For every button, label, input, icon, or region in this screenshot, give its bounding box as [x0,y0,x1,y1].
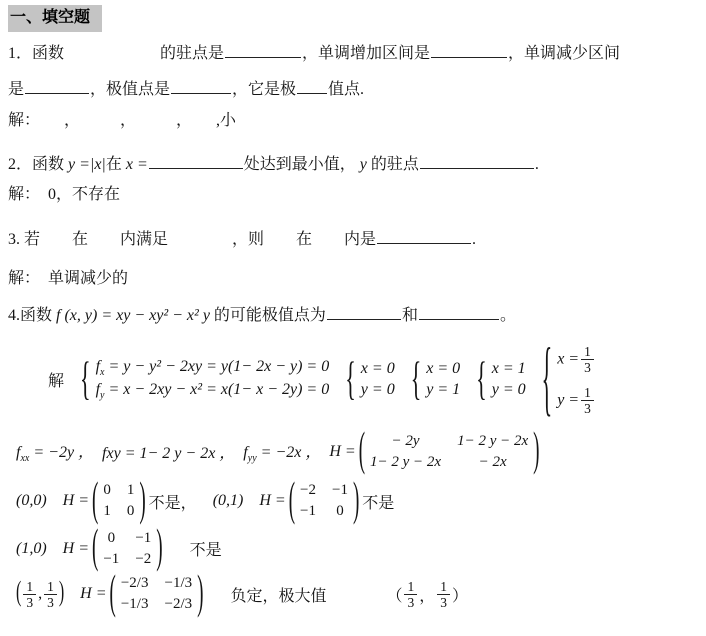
fyy-expression: $f_{yy} = -2x$ ， [243,444,322,465]
matrix-cell: −1 [103,550,120,567]
matrix-cell: −2 [300,482,316,499]
answer-point-fraction [386,579,468,610]
q4-text: 。 [499,307,516,325]
q2-text: 2．函数 [8,155,65,173]
answer-blank [149,153,243,169]
equation: y = 0 [491,381,526,399]
matrix-paren: ( [109,567,116,620]
question-3-solution [8,268,698,290]
q2-text: 在 [105,155,122,173]
answer-blank [377,228,471,244]
equation-y-one-third: y = $\frac{1}{3}$ [557,385,596,416]
matrix-cell: −2/3 [120,575,149,592]
solution-text: 解： 单调减少的 [8,269,129,287]
matrix-cell: 0 [103,482,111,499]
solution-label: 解 [48,373,65,391]
fraction-one-third: $\frac{1}{3}$ [581,344,594,375]
hessian-label: H = [329,442,356,460]
verdict-text: 不是， [148,494,197,512]
solution-point-system-3 [476,351,526,405]
math-expression: y = [68,155,90,173]
q1-number-text: 1．函数 [8,45,65,63]
comma-text: , [38,585,43,603]
matrix-cell: −1 [135,529,152,546]
solution-point-system-2 [410,351,461,405]
fraction-one-third: $\frac{1}{3}$ [44,579,57,610]
math-expression: y [359,155,367,173]
matrix-paren: ( [288,474,296,527]
hessian-matrix-00 [92,474,146,527]
answer-blank [419,304,499,320]
q4-text: 和 [401,307,418,325]
hessian-matrix-13 [109,567,204,620]
abs-x-expression: |x| [89,155,106,173]
equation: x = 0 [360,359,395,377]
q4-text: 4.函数 [8,307,53,325]
fraction-one-third: $\frac{1}{3}$ [404,579,417,610]
equation-fy: $f_y = x - 2xy - x^2 = x(1- x - 2y) = 0$ [95,381,330,402]
question-4-line [8,304,698,327]
fullwidth-paren-close: ） [452,587,469,605]
equation: x = 1 [491,359,526,377]
matrix-cell: 1 [126,482,135,499]
solution-text: 解： 0，不存在 [8,185,121,203]
fullwidth-comma: ， [419,587,436,605]
equation: y = 0 [360,381,395,399]
matrix-cell: 1 [103,503,111,520]
question-4-solution-systems [8,329,698,425]
math-expression: x = [125,155,148,173]
matrix-paren: ) [533,424,540,478]
equation-system-derivatives [80,351,330,405]
solution-point-system-4 [541,329,596,425]
verdict-text: 不是 [362,494,395,512]
fraction-one-third: $\frac{1}{3}$ [581,385,594,416]
case-13-line [8,567,698,620]
system-brace: { [80,351,91,405]
hessian-matrix-symbolic [358,424,540,478]
q2-text: 的驻点 [370,155,419,173]
answer-blank [25,78,89,94]
fxx-expression: $f_{xx} = -2y$ ， [16,444,95,465]
hessian-matrix-01 [288,474,360,527]
q1-text: ，它是极 [232,80,297,98]
system-brace: { [345,351,356,405]
fxy-expression: fxy = 1− 2 y − 2x ， [102,445,236,463]
verdict-text: 负定，极大值 [230,587,327,605]
fullwidth-paren-open: （ [386,587,403,605]
answer-blank [420,153,534,169]
hessian-label: H = [62,539,90,557]
matrix-cell: −2/3 [164,596,193,613]
point-label: (0,1) [212,492,244,510]
point-label: (0,0) [16,492,47,510]
question-1-line-1 [8,42,698,65]
matrix-cell: −1 [332,482,348,499]
matrix-paren: ) [197,567,204,620]
fraction-one-third: $\frac{1}{3}$ [23,579,36,610]
matrix-cell: 1− 2 y − 2x [457,432,529,449]
hessian-label: H = [80,585,107,603]
hessian-label: H = [62,492,90,510]
matrix-cell: −2 [135,550,152,567]
equation-x-one-third: x = $\frac{1}{3}$ [557,344,596,375]
paren-icon: ) [58,577,65,608]
hessian-label: H = [259,492,286,510]
verdict-text: 不是 [189,542,222,560]
question-1-solution [8,110,698,132]
matrix-paren: ) [156,521,163,575]
hessian-matrix-10 [92,521,163,575]
q2-text: 处达到最小值， [243,155,356,173]
fraction-one-third: $\frac{1}{3}$ [437,579,450,610]
section-heading: 一、填空题 [8,5,102,32]
q1-text: 值点. [328,80,365,98]
matrix-paren: ) [352,474,360,527]
solution-point-system-1 [345,351,395,405]
matrix-cell: −1 [300,503,316,520]
matrix-cell: − 2y [391,432,420,449]
heading-row [8,5,698,32]
answer-blank [431,42,507,58]
q1-text: 是 [8,80,25,98]
matrix-paren: ( [92,521,99,575]
question-2-solution [8,184,698,206]
point-label: (1,0) [16,539,47,557]
question-1-line-2 [8,78,698,101]
matrix-cell: 0 [336,503,344,520]
equation: y = 1 [426,381,461,399]
matrix-paren: ( [358,424,366,478]
case-10-line [8,521,698,575]
point-label-fraction [16,579,64,610]
system-brace: { [410,351,422,405]
q1-text: ，极值点是 [90,80,171,98]
answer-blank [327,304,401,320]
matrix-cell: 0 [107,529,116,546]
equation: x = 0 [426,359,461,377]
q3-text: 3. 若 在 内满足 ，则 在 内是 [8,231,377,249]
matrix-cell: −1/3 [164,575,193,592]
q1-text: ，单调增加区间是 [302,45,431,63]
question-3-line [8,228,698,251]
matrix-cell: 0 [126,503,135,520]
system-brace: { [541,329,553,425]
answer-blank [297,78,327,94]
math-expression: f (x, y) = xy − xy² − x² y [56,307,210,325]
matrix-cell: − 2x [478,453,507,470]
solution-text: 解： ， ， ， ,小 [8,112,237,130]
matrix-paren: ) [139,474,146,527]
second-derivatives-line [8,424,698,478]
q3-text: . [472,231,477,249]
question-2-line [8,153,698,176]
answer-blank [171,78,231,94]
paren-icon: ( [16,577,22,608]
answer-blank [225,42,301,58]
q4-text: 的可能极值点为 [213,307,326,325]
q1-text: ，单调减少区间 [508,45,621,63]
case-00-01-line [8,474,698,527]
matrix-cell: 1− 2 y − 2x [370,453,442,470]
matrix-paren: ( [92,474,99,527]
q1-text: 的驻点是 [160,45,225,63]
matrix-cell: −1/3 [120,596,149,613]
q2-text: . [534,155,539,173]
equation-fx: $f_x = y - y^2 - 2xy = y(1- 2x - y) = 0$ [95,357,330,378]
system-brace: { [476,351,487,405]
